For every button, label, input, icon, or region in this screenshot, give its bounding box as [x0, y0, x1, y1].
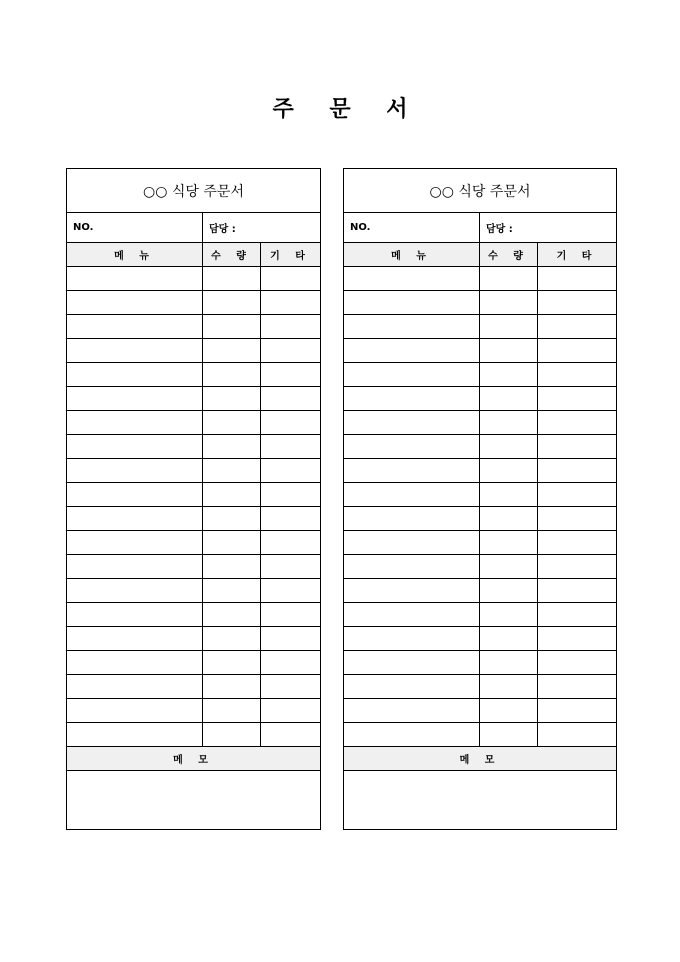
etc-cell[interactable]	[538, 411, 617, 435]
etc-cell[interactable]	[538, 531, 617, 555]
qty-cell[interactable]	[203, 435, 261, 459]
etc-cell[interactable]	[261, 267, 321, 291]
qty-header: 수 량	[480, 243, 538, 267]
menu-cell[interactable]	[67, 267, 203, 291]
menu-cell[interactable]	[67, 339, 203, 363]
form-title: ○○ 식당 주문서	[67, 169, 321, 213]
etc-cell[interactable]	[261, 651, 321, 675]
etc-cell[interactable]	[261, 507, 321, 531]
qty-cell[interactable]	[480, 675, 538, 699]
qty-cell[interactable]	[203, 291, 261, 315]
memo-header: 메 모	[67, 747, 321, 771]
qty-cell[interactable]	[203, 555, 261, 579]
menu-cell[interactable]	[67, 483, 203, 507]
etc-cell[interactable]	[538, 603, 617, 627]
order-row	[344, 315, 617, 339]
qty-cell[interactable]	[480, 291, 538, 315]
memo-field[interactable]	[67, 771, 321, 830]
menu-cell[interactable]	[344, 435, 480, 459]
memo-field[interactable]	[344, 771, 617, 830]
qty-cell[interactable]	[203, 507, 261, 531]
etc-cell[interactable]	[261, 315, 321, 339]
order-row	[67, 291, 321, 315]
order-form-body	[67, 169, 321, 830]
menu-cell[interactable]	[67, 387, 203, 411]
menu-cell[interactable]	[344, 267, 480, 291]
order-row	[67, 603, 321, 627]
menu-header: 메 뉴	[344, 243, 480, 267]
order-row	[67, 699, 321, 723]
qty-cell[interactable]	[480, 339, 538, 363]
qty-cell[interactable]	[203, 699, 261, 723]
qty-cell[interactable]	[480, 483, 538, 507]
order-row	[344, 699, 617, 723]
qty-cell[interactable]	[480, 315, 538, 339]
order-row	[344, 675, 617, 699]
menu-cell[interactable]	[344, 579, 480, 603]
etc-cell[interactable]	[261, 411, 321, 435]
order-row	[344, 723, 617, 747]
menu-cell[interactable]	[344, 315, 480, 339]
menu-cell[interactable]	[344, 363, 480, 387]
menu-cell[interactable]	[344, 531, 480, 555]
menu-cell[interactable]	[67, 363, 203, 387]
menu-cell[interactable]	[67, 555, 203, 579]
order-row	[67, 723, 321, 747]
etc-cell[interactable]	[261, 699, 321, 723]
order-row	[67, 627, 321, 651]
menu-cell[interactable]	[67, 291, 203, 315]
qty-cell[interactable]	[480, 651, 538, 675]
order-row	[344, 339, 617, 363]
etc-cell[interactable]	[538, 699, 617, 723]
qty-cell[interactable]	[480, 507, 538, 531]
order-row	[67, 435, 321, 459]
qty-cell[interactable]	[480, 387, 538, 411]
qty-cell[interactable]	[203, 531, 261, 555]
etc-header: 기 타	[261, 243, 321, 267]
order-row	[344, 555, 617, 579]
etc-cell[interactable]	[538, 507, 617, 531]
etc-cell[interactable]	[261, 555, 321, 579]
etc-cell[interactable]	[538, 387, 617, 411]
order-row	[344, 363, 617, 387]
menu-cell[interactable]	[67, 315, 203, 339]
qty-cell[interactable]	[480, 699, 538, 723]
menu-cell[interactable]	[344, 699, 480, 723]
menu-cell[interactable]	[344, 387, 480, 411]
menu-cell[interactable]	[67, 699, 203, 723]
order-row	[67, 411, 321, 435]
order-row	[344, 411, 617, 435]
etc-cell[interactable]	[538, 651, 617, 675]
menu-cell[interactable]	[67, 459, 203, 483]
menu-cell[interactable]	[344, 603, 480, 627]
order-row	[67, 363, 321, 387]
menu-cell[interactable]	[67, 723, 203, 747]
order-row	[344, 483, 617, 507]
order-row	[67, 387, 321, 411]
order-row	[67, 483, 321, 507]
etc-cell[interactable]	[261, 531, 321, 555]
qty-cell[interactable]	[480, 723, 538, 747]
menu-header: 메 뉴	[67, 243, 203, 267]
order-form-left	[66, 168, 321, 830]
menu-cell[interactable]	[344, 339, 480, 363]
qty-header: 수 량	[203, 243, 261, 267]
order-row	[344, 651, 617, 675]
order-form-right	[343, 168, 617, 830]
etc-cell[interactable]	[261, 435, 321, 459]
etc-cell[interactable]	[261, 723, 321, 747]
menu-cell[interactable]	[344, 627, 480, 651]
qty-cell[interactable]	[203, 315, 261, 339]
order-row	[344, 579, 617, 603]
qty-cell[interactable]	[480, 603, 538, 627]
etc-cell[interactable]	[538, 315, 617, 339]
order-row	[344, 627, 617, 651]
memo-header: 메 모	[344, 747, 617, 771]
order-row	[67, 507, 321, 531]
qty-cell[interactable]	[480, 411, 538, 435]
order-row	[344, 291, 617, 315]
etc-cell[interactable]	[538, 459, 617, 483]
qty-cell[interactable]	[203, 339, 261, 363]
order-row	[67, 267, 321, 291]
menu-cell[interactable]	[344, 483, 480, 507]
qty-cell[interactable]	[203, 675, 261, 699]
etc-cell[interactable]	[538, 363, 617, 387]
etc-cell[interactable]	[261, 291, 321, 315]
menu-cell[interactable]	[67, 603, 203, 627]
qty-cell[interactable]	[203, 627, 261, 651]
order-row	[67, 675, 321, 699]
qty-cell[interactable]	[203, 411, 261, 435]
staff-field[interactable]: 담당 :	[480, 213, 617, 243]
order-row	[67, 459, 321, 483]
order-row	[344, 507, 617, 531]
etc-cell[interactable]	[261, 339, 321, 363]
qty-cell[interactable]	[203, 387, 261, 411]
etc-cell[interactable]	[261, 363, 321, 387]
etc-cell[interactable]	[538, 627, 617, 651]
qty-cell[interactable]	[480, 627, 538, 651]
menu-cell[interactable]	[344, 507, 480, 531]
menu-cell[interactable]	[67, 651, 203, 675]
qty-cell[interactable]	[203, 603, 261, 627]
order-row	[344, 267, 617, 291]
qty-cell[interactable]	[203, 579, 261, 603]
qty-cell[interactable]	[480, 459, 538, 483]
order-row	[344, 387, 617, 411]
etc-cell[interactable]	[538, 435, 617, 459]
order-row	[344, 459, 617, 483]
menu-cell[interactable]	[67, 675, 203, 699]
qty-cell[interactable]	[203, 723, 261, 747]
qty-cell[interactable]	[480, 267, 538, 291]
etc-cell[interactable]	[261, 459, 321, 483]
menu-cell[interactable]	[344, 723, 480, 747]
order-row	[344, 603, 617, 627]
qty-cell[interactable]	[480, 435, 538, 459]
order-row	[67, 339, 321, 363]
order-no-field[interactable]: NO.	[344, 213, 480, 243]
order-no-field[interactable]: NO.	[67, 213, 203, 243]
qty-cell[interactable]	[203, 267, 261, 291]
etc-cell[interactable]	[538, 723, 617, 747]
etc-cell[interactable]	[261, 675, 321, 699]
menu-cell[interactable]	[344, 651, 480, 675]
order-row	[344, 531, 617, 555]
menu-cell[interactable]	[67, 627, 203, 651]
menu-cell[interactable]	[67, 507, 203, 531]
order-row	[67, 579, 321, 603]
etc-cell[interactable]	[538, 267, 617, 291]
etc-cell[interactable]	[538, 579, 617, 603]
etc-cell[interactable]	[538, 291, 617, 315]
qty-cell[interactable]	[203, 459, 261, 483]
qty-cell[interactable]	[480, 579, 538, 603]
form-title: ○○ 식당 주문서	[344, 169, 617, 213]
page-title: 주 문 서	[272, 97, 422, 122]
menu-cell[interactable]	[344, 411, 480, 435]
qty-cell[interactable]	[480, 531, 538, 555]
etc-cell[interactable]	[261, 579, 321, 603]
etc-cell[interactable]	[261, 603, 321, 627]
menu-cell[interactable]	[67, 531, 203, 555]
etc-cell[interactable]	[538, 339, 617, 363]
etc-header: 기 타	[538, 243, 617, 267]
menu-cell[interactable]	[67, 411, 203, 435]
order-row	[67, 651, 321, 675]
etc-cell[interactable]	[261, 387, 321, 411]
menu-cell[interactable]	[344, 459, 480, 483]
etc-cell[interactable]	[538, 555, 617, 579]
menu-cell[interactable]	[344, 291, 480, 315]
menu-cell[interactable]	[344, 555, 480, 579]
menu-cell[interactable]	[67, 435, 203, 459]
order-row	[67, 555, 321, 579]
etc-cell[interactable]	[261, 627, 321, 651]
staff-field[interactable]: 담당 :	[203, 213, 321, 243]
qty-cell[interactable]	[203, 483, 261, 507]
qty-cell[interactable]	[203, 363, 261, 387]
etc-cell[interactable]	[538, 483, 617, 507]
order-row	[67, 315, 321, 339]
order-row	[67, 531, 321, 555]
order-form-body	[344, 169, 617, 830]
etc-cell[interactable]	[261, 483, 321, 507]
etc-cell[interactable]	[538, 675, 617, 699]
menu-cell[interactable]	[67, 579, 203, 603]
order-row	[344, 435, 617, 459]
menu-cell[interactable]	[344, 675, 480, 699]
qty-cell[interactable]	[480, 363, 538, 387]
qty-cell[interactable]	[480, 555, 538, 579]
qty-cell[interactable]	[203, 651, 261, 675]
